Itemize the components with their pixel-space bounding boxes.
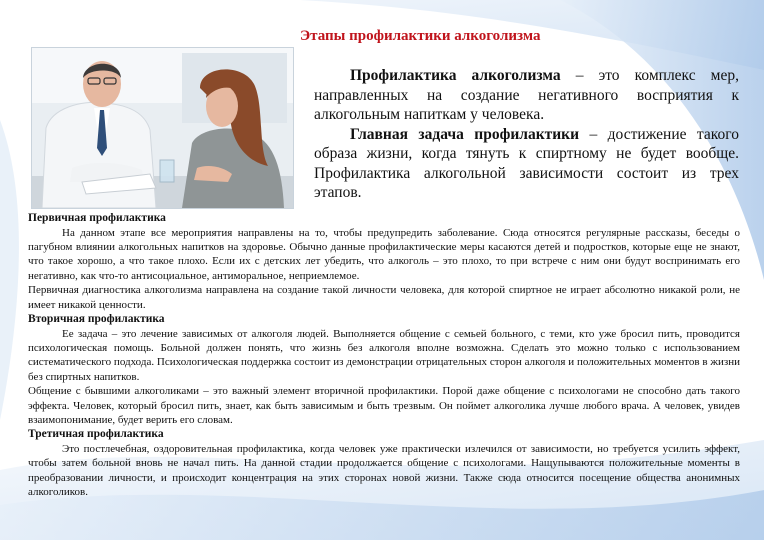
primary-paragraph-2: Первичная диагностика алкоголизма направлена на создание такой личности человека, для которой спиртное не играет абсолютно никакой роли, не имеет никакой ценности. — [28, 284, 740, 311]
intro-definition — [314, 66, 739, 125]
section-heading-primary: Первичная профилактика — [28, 212, 166, 224]
intro-main-task-term: Главная задача профилактики — [350, 125, 580, 143]
intro-definition-term: Профилактика алкоголизма — [350, 67, 561, 84]
secondary-paragraph-1: Ее задача – это лечение зависимых от алкоголя людей. Выполняется общение с семьей больного, с теми, кто уже бросил пить, проводится психологическая помощь. Больной должен понять, что жизнь без алкоголя вполне возможна. Сделать это можно только с использованием систематического подхода. Психологическая поддержка состоит из демонстрации отрицательных сторон алкоголя и положительных моментов в жизни без спиртных напитков. — [28, 327, 740, 383]
intro-main-task-text: – достижение такого образа жизни, когда тянуть к спиртному не будет вообще. Профилактика алкогольной зависимости состоит из трех этапов. — [314, 125, 739, 201]
secondary-paragraph-2: Общение с бывшими алкоголиками – это важный элемент вторичной профилактики. Порой даже общение с психологами не способно дать такого эффекта. Человек, который бросил пить, знает, как быть зависимым и быть трезвым. Он поймет алкоголика лучше любого врача. А человек, увидев взаимопонимание, будет верить его словам. — [28, 385, 740, 427]
tertiary-paragraph-1: Это постлечебная, оздоровительная профилактика, когда человек уже практически излечился от зависимости, но требуется усилить эффект, чтобы затем больной вновь не начал пить. На данной стадии продолжается общение с психологами. Нащупываются положительные моменты в преобразовании личности, и происходит концентрация на этих сторонах новой жизни. Также сюда относится посещение общества анонимных алкоголиков. — [28, 443, 740, 499]
slide-title: Этапы профилактики алкоголизма — [300, 28, 541, 44]
intro-text — [314, 66, 739, 203]
primary-paragraph-1: На данном этапе все мероприятия направлены на то, чтобы предупредить заболевание. Сюда относятся регулярные рассказы, беседы о пагубном влиянии алкогольных напитков на здоровье. Обычно данные профилактические меры касаются детей и подростков, которые еще не знают, что такое хорошо, а что такое плохо. Если их с детских лет убедить, что алкоголь – это плохо, то при встрече с ним они будут воспринимать его негативно, как что-то антисоциальное, антиморальное, неприемлемое. — [28, 226, 740, 282]
section-heading-tertiary: Третичная профилактика — [28, 428, 164, 441]
intro-definition-text: – это комплекс мер, направленных на создание негативного восприятия к алкогольным напиткам у человека. — [314, 67, 739, 123]
stages-body — [28, 211, 740, 500]
photo-illustration — [32, 48, 293, 208]
section-heading-secondary: Вторичная профилактика — [28, 313, 165, 326]
intro-main-task — [314, 125, 739, 203]
doctor-patient-photo — [31, 47, 294, 209]
